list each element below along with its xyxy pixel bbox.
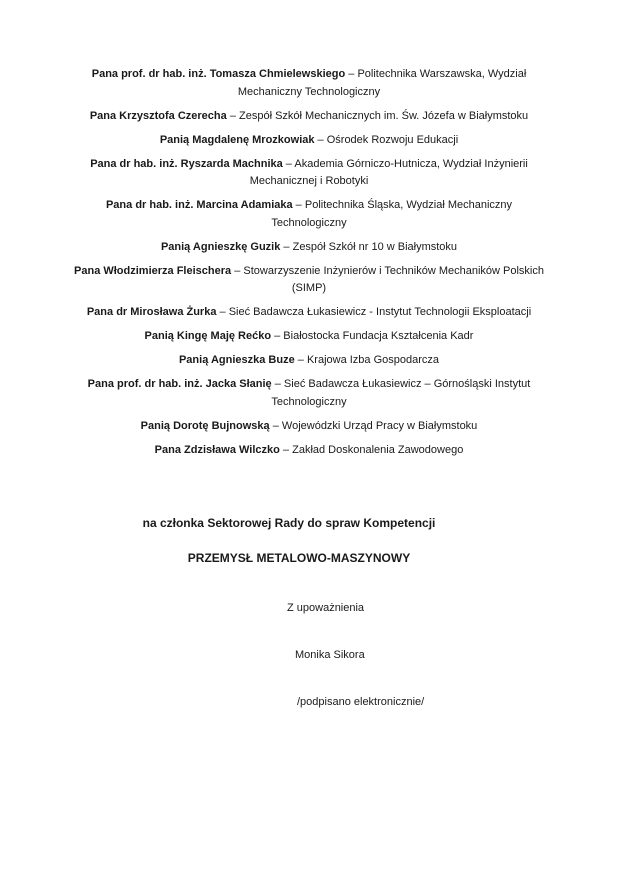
member-entry: [70, 108, 548, 126]
member-entry: [70, 197, 548, 232]
member-name: Panią Magdalenę Mrozkowiak: [159, 133, 315, 146]
separator: –: [294, 354, 307, 366]
member-entry: [70, 418, 548, 436]
member-name: Pana Włodzimierza Fleischera: [74, 264, 232, 277]
members-list: [70, 66, 548, 466]
member-entry: [70, 328, 548, 346]
member-organization: Zespół Szkół Mechanicznych im. Św. Józefa w Białymstoku: [239, 109, 529, 122]
member-name: Pana prof. dr hab. inż. Jacka Słanię: [87, 378, 275, 390]
separator: –: [226, 109, 239, 122]
separator: –: [216, 306, 229, 318]
member-organization: Sieć Badawcza Łukasiewicz - Instytut Technologii Eksploatacji: [228, 306, 532, 318]
separator: –: [271, 330, 284, 342]
member-name: Panią Agnieszkę Guzik: [160, 240, 281, 253]
member-organization: Krajowa Izba Gospodarcza: [306, 354, 440, 366]
separator: –: [274, 378, 284, 390]
member-entry: [70, 239, 548, 257]
member-organization: Stowarzyszenie Inżynierów i Techników Mechaników Polskich (SIMP): [243, 264, 544, 294]
separator: –: [269, 419, 282, 432]
member-organization: Zakład Doskonalenia Zawodowego: [292, 443, 464, 456]
member-entry: [70, 66, 548, 101]
member-organization: Ośrodek Rozwoju Edukacji: [326, 133, 459, 146]
member-name: Pana dr Mirosława Żurka: [86, 306, 217, 318]
member-entry: [70, 132, 548, 150]
separator: –: [314, 133, 327, 146]
member-organization: Sieć Badawcza Łukasiewicz – Górnośląski Instytut Technologiczny: [271, 378, 531, 408]
signatory-name: Monika Sikora: [295, 649, 365, 661]
member-name: Panią Kingę Maję Rećko: [144, 330, 272, 342]
member-name: Pana Zdzisława Wilczko: [154, 443, 280, 456]
member-entry: [70, 442, 548, 460]
separator: –: [279, 443, 293, 456]
member-entry: [70, 352, 548, 370]
member-entry: [70, 263, 548, 298]
separator: –: [280, 240, 293, 253]
appointment-role: na członka Sektorowej Rady do spraw Kompetencji: [142, 516, 436, 530]
member-organization: Wojewódzki Urząd Pracy w Białymstoku: [281, 419, 478, 432]
member-organization: Politechnika Śląska, Wydział Mechaniczny Technologiczny: [271, 199, 513, 229]
member-name: Pana dr hab. inż. Ryszarda Machnika: [90, 157, 283, 170]
member-name: Panią Dorotę Bujnowską: [140, 419, 270, 432]
member-organization: Białostocka Fundacja Kształcenia Kadr: [283, 330, 474, 342]
member-entry: [70, 304, 548, 322]
sector-name: PRZEMYSŁ METALOWO-MASZYNOWY: [187, 551, 411, 565]
member-name: Pana dr hab. inż. Marcina Adamiaka: [105, 199, 293, 211]
separator: –: [231, 264, 244, 277]
separator: –: [345, 68, 358, 80]
member-organization: Zespół Szkół nr 10 w Białymstoku: [292, 240, 458, 253]
member-name: Pana Krzysztofa Czerecha: [89, 109, 227, 122]
separator: –: [282, 157, 295, 170]
member-organization: Politechnika Warszawska, Wydział Mechaniczny Technologiczny: [237, 68, 527, 98]
member-name: Panią Agnieszka Buze: [178, 354, 295, 366]
member-organization: Akademia Górniczo-Hutnicza, Wydział Inżynierii Mechanicznej i Robotyki: [249, 157, 528, 187]
authorization-note: Z upoważnienia: [287, 602, 365, 614]
member-entry: [70, 376, 548, 411]
electronic-signature-note: /podpisano elektronicznie/: [297, 696, 425, 708]
member-entry: [70, 156, 548, 191]
separator: –: [292, 199, 305, 211]
member-name: Pana prof. dr hab. inż. Tomasza Chmielewskiego: [91, 68, 346, 80]
